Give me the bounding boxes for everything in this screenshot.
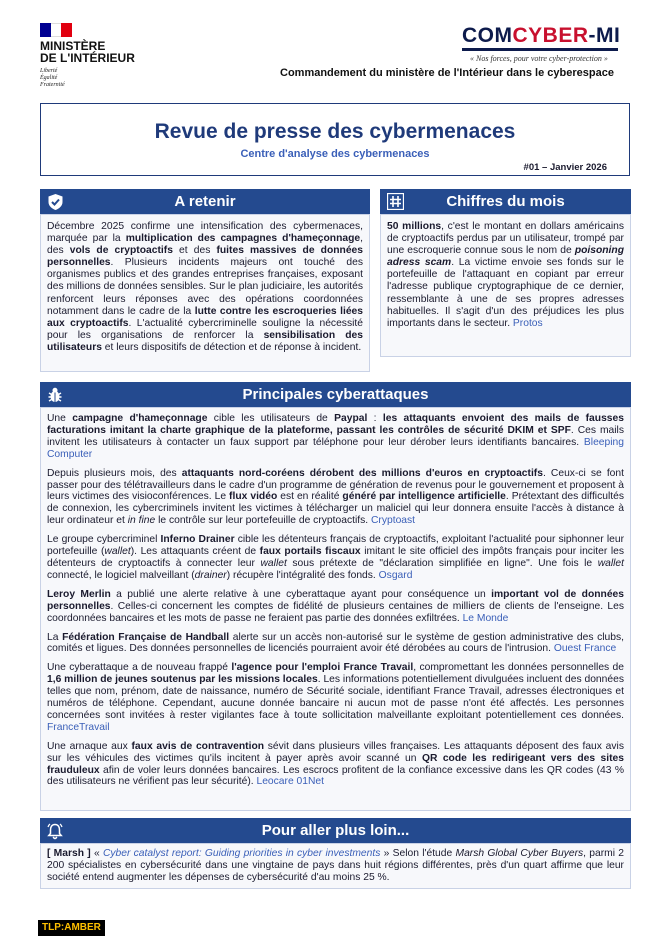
- page-title: Revue de presse des cybermenaces: [154, 120, 516, 143]
- bell-icon: [45, 821, 65, 840]
- plus-loin-title: Pour aller plus loin...: [261, 822, 410, 839]
- tlp-amber-badge: TLP:AMBER: [38, 920, 105, 936]
- source-link-protos[interactable]: Protos: [512, 317, 543, 329]
- plus-loin-body: [ Marsh ] « Cyber catalyst report: Guiding priorities in cyber investments » Selon l'étude Marsh Global Cyber Buyers, parmi 2 200 spécialistes en cybersécurité dans une vingtaine de pays dans huit régions différentes, près d'un quart affirme que leur société entend augmenter les dépenses de cybersécurité d'au moins 25 %.: [40, 843, 631, 889]
- article-inferno-drainer: Le groupe cybercriminel Inferno Drainer cible les détenteurs français de cryptoactifs, exploitant l'actualité pour siphonner leur portefeuille (wallet). Les attaquants créent de faux portails fiscaux imitant le site officiel des impôts français pour inciter les détenteurs de cryptoactifs à connecter leur wallet sous prétexte de "déclaration simplifiée en ligne". Une fois le wallet connecté, le logiciel malveillant (drainer) récupère l'intégralité des fonds. Osgard: [47, 534, 625, 581]
- comcyber-logo: COMCYBER-MI: [462, 24, 621, 47]
- hashtag-icon: [385, 192, 405, 211]
- principales-body: [40, 407, 631, 811]
- chiffres-header: [380, 189, 631, 214]
- ministry-logo-text: MINISTÈRE DE L'INTÉRIEUR: [40, 39, 135, 65]
- a-retenir-title: A retenir: [174, 193, 236, 210]
- principales-section: [40, 382, 631, 811]
- article-north-korea: Depuis plusieurs mois, des attaquants nord-coréens dérobent des millions d'euros en cryptoactifs. Ceux-ci se font passer pour des télétravailleurs dans le cadre d'un programme de génération de revenus pour le gouvernement et proposent à leurs victimes des visioconférences. Le flux vidéo est en réalité généré par intelligence artificielle. Prétextant des difficultés de connexion, les cybercriminels invitent les victimes à télécharger un maliciel qui leur donnera ensuite l'accès à distance à leur ordinateur et in fine le contrôle sur leur portefeuille de cryptoactifs. Cryptoast: [47, 467, 624, 527]
- a-retenir-section: [40, 189, 370, 372]
- article-handball: La Fédération Française de Handball alerte sur un accès non-autorisé sur le système de gestion administrative des clubs, comités et ligues. Des données personnelles de licenciés pourraient avoir été dérobées au cours de l'intrusion. Ouest France: [47, 631, 624, 655]
- chiffres-body: 50 millions, c'est le montant en dollars américains de cryptoactifs perdus par un utilisateur, trompé par une escroquerie connue sous le nom de poisoning adress scam. La victime envoie ses fonds sur le portefeuille de l'attaquant en copiant par erreur l'adresse publique cryptographique de ce dernier, ressemblante à une de ses propres adresses habituelles. Il s'agit d'un des préjudices les plus importants dans le secteur. Protos: [380, 214, 631, 357]
- plus-loin-header: [40, 818, 631, 843]
- source-link-cryptoast[interactable]: Cryptoast: [370, 515, 416, 527]
- source-link-france-travail[interactable]: FranceTravail: [47, 721, 110, 733]
- principales-header: [40, 382, 631, 407]
- article-france-travail: Une cyberattaque a de nouveau frappé l'agence pour l'emploi France Travail, compromettant les données personnelles de 1,6 million de jeunes soutenus par les missions locales. Les informations potentiellement divulguées incluent des données telles que nom, prénom, date de naissance, numéro de Sécurité sociale, identifiant France Travail, adresses électroniques et numéros de téléphone. Cependant, aucune donnée bancaire ni aucun mot de passe n'ont été affectés. Les personnes concernées sont invitées à rester vigilantes face à toute sollicitation malveillante exploitant potentiellement ces données. FranceTravail: [47, 662, 624, 733]
- source-link-bleeping-computer[interactable]: Bleeping Computer: [47, 436, 624, 460]
- a-retenir-header: [40, 189, 370, 214]
- french-flag: [40, 23, 72, 37]
- bug-icon: [45, 385, 65, 404]
- source-link-osgard[interactable]: Osgard: [378, 569, 413, 581]
- logo-tagline: « Nos forces, pour votre cyber-protection »: [470, 54, 608, 63]
- republic-devise: Liberté Égalité Fraternité: [40, 68, 65, 88]
- logo-underline: [462, 48, 618, 51]
- chiffres-section: [380, 189, 631, 357]
- issue-number: #01 – Janvier 2026: [523, 162, 607, 173]
- principales-title: Principales cyberattaques: [242, 386, 429, 403]
- marsh-report-link[interactable]: Cyber catalyst report: Guiding priorities in cyber investments: [102, 848, 381, 859]
- title-box: [40, 103, 630, 176]
- command-title: Commandement du ministère de l'Intérieur dans le cyberespace: [280, 67, 614, 79]
- source-link-le-monde[interactable]: Le Monde: [462, 612, 509, 624]
- source-link-ouest-france[interactable]: Ouest France: [553, 643, 617, 655]
- article-qr-code: Une arnaque aux faux avis de contravention sévit dans plusieurs villes françaises. Les attaquants déposent des faux avis sur les véhicules des victimes qu'ils incitent à payer après avoir scanné un QR code les redirigeant vers des sites frauduleux afin de voler leurs données bancaires. Les escrocs profitent de la confiance excessive dans les QR codes (43 % des utilisateurs ne vérifient pas leur sécurité). Leocare 01Net: [47, 740, 625, 788]
- shield-check-icon: [45, 192, 65, 211]
- chiffres-title: Chiffres du mois: [446, 193, 565, 210]
- source-link-leocare[interactable]: Leocare 01Net: [256, 776, 325, 788]
- page-subtitle: Centre d'analyse des cybermenaces: [240, 148, 430, 160]
- a-retenir-body: Décembre 2025 confirme une intensification des cybermenaces, marquée par la multiplication des campagnes d'hameçonnage, des vols de cryptoactifs et des fuites massives de données personnelles. Plusieurs incidents majeurs ont touché des organismes publics et des grandes entreprises françaises, exposant des millions de données sensibles. Sur le plan judiciaire, les autorités renforcent leurs réponses avec des opérations coordonnées notamment dans le cadre de la lutte contre les escroqueries liées aux cryptoactifs. L'actualité cybercriminelle souligne la nécessité pour les organisations de renforcer la sensibilisation des utilisateurs et leurs dispositifs de détection et de réponse à incident.: [40, 214, 370, 372]
- plus-loin-section: [40, 818, 631, 889]
- article-paypal: Une campagne d'hameçonnage cible les utilisateurs de Paypal : les attaquants envoient des mails de fausses facturations imitant la charte graphique de la plateforme, passant les contrôles de sécurité DKIM et SPF. Ces mails invitent les utilisateurs à contacter un faux support par téléphone pour leur dérober leurs identifiants bancaires. Bleeping Computer: [47, 413, 624, 460]
- article-leroy-merlin: Leroy Merlin a publié une alerte relative à une cyberattaque ayant pour conséquence un important vol de données personnelles. Celles-ci concernent les comptes de fidélité de plusieurs centaines de milliers de clients de l'enseigne. Les coordonnées bancaires et les mots de passe ne feraient pas partie des données exfiltrées. Le Monde: [47, 588, 625, 624]
